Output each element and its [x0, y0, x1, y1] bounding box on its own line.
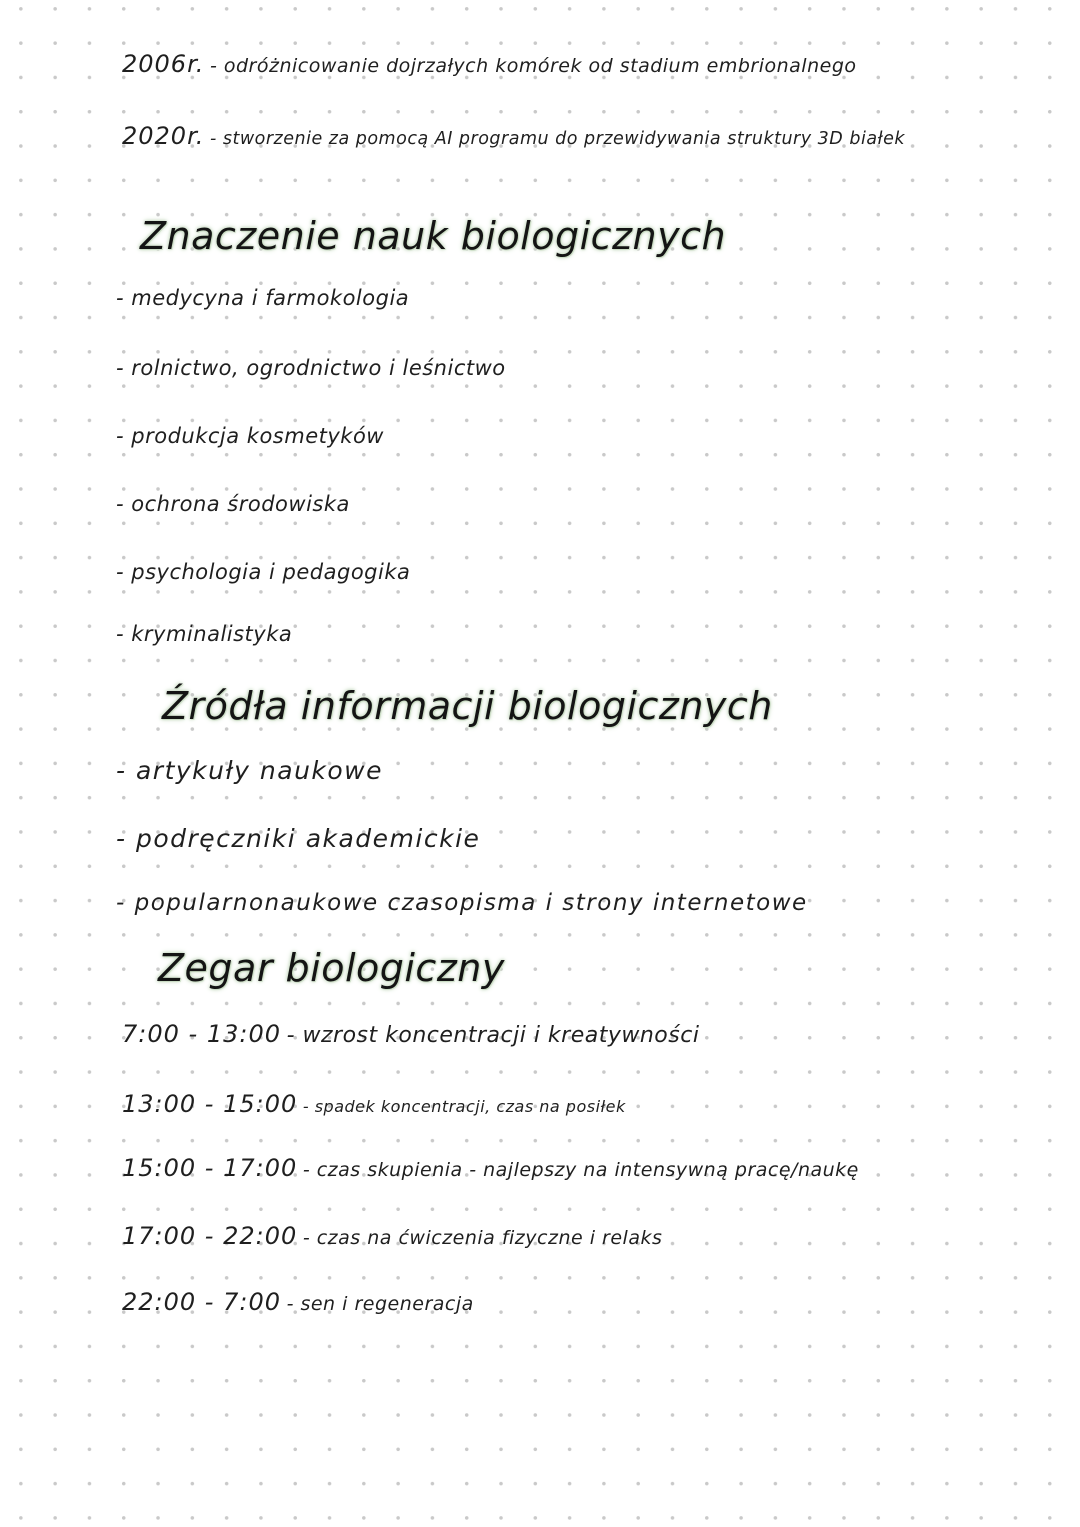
clock-entry: [122, 1222, 662, 1250]
list-item: - rolnictwo, ogrodnictwo i leśnictwo: [116, 356, 506, 380]
clock-text: - czas skupienia - najlepszy na intensywną pracę/naukę: [302, 1159, 859, 1181]
timeline-year: 2020r.: [122, 122, 205, 150]
list-item: - kryminalistyka: [116, 622, 293, 646]
clock-time: 22:00 - 7:00: [122, 1288, 281, 1316]
clock-entry: [122, 1288, 474, 1316]
clock-text: - spadek koncentracji, czas na posiłek: [302, 1097, 626, 1116]
clock-entry: [122, 1020, 699, 1048]
timeline-text: - stworzenie za pomocą AI programu do przewidywania struktury 3D białek: [209, 129, 905, 149]
list-item: - produkcja kosmetyków: [116, 424, 384, 448]
section-heading-significance: Znaczenie nauk biologicznych: [140, 214, 727, 258]
section-heading-sources: Źródła informacji biologicznych: [162, 684, 773, 728]
clock-time: 13:00 - 15:00: [122, 1090, 298, 1118]
timeline-year: 2006r.: [122, 50, 205, 78]
clock-time: 17:00 - 22:00: [122, 1222, 298, 1250]
list-item: - ochrona środowiska: [116, 492, 350, 516]
clock-time: 15:00 - 17:00: [122, 1154, 298, 1182]
timeline-text: - odróżnicowanie dojrzałych komórek od stadium embrionalnego: [209, 55, 857, 77]
clock-time: 7:00 - 13:00: [122, 1020, 281, 1048]
list-item: - podręczniki akademickie: [116, 824, 481, 853]
list-item: - popularnonaukowe czasopisma i strony internetowe: [116, 890, 808, 916]
list-item: - medycyna i farmokologia: [116, 286, 410, 310]
timeline-entry: [122, 122, 905, 150]
clock-text: - czas na ćwiczenia fizyczne i relaks: [302, 1227, 663, 1249]
clock-entry: [122, 1090, 626, 1118]
clock-entry: [122, 1154, 859, 1182]
timeline-entry: [122, 50, 857, 78]
clock-text: - sen i regeneracja: [286, 1293, 474, 1315]
clock-text: - wzrost koncentracji i kreatywności: [286, 1023, 700, 1048]
section-heading-clock: Zegar biologiczny: [158, 946, 505, 990]
list-item: - artykuły naukowe: [116, 756, 384, 785]
list-item: - psychologia i pedagogika: [116, 560, 411, 584]
